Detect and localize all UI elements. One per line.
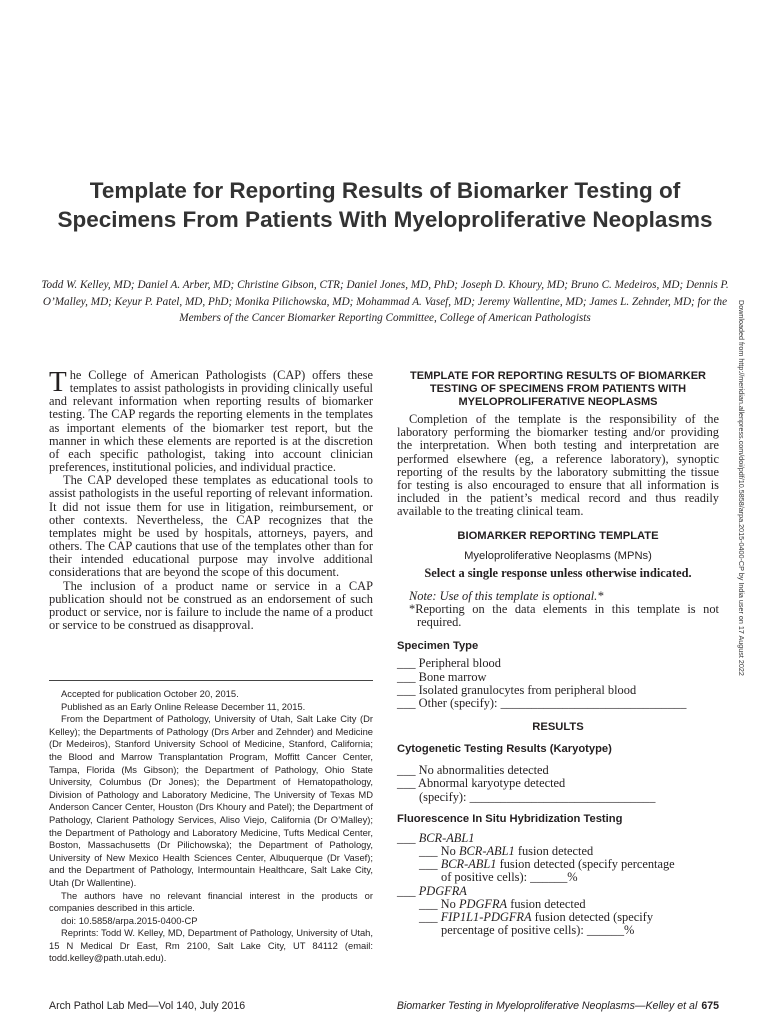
page-number: 675 [701, 1000, 719, 1012]
drop-cap: T [49, 366, 67, 398]
running-title: Biomarker Testing in Myeloproliferative Neoplasms—Kelley et al [396, 1000, 698, 1012]
footnote-divider [49, 680, 373, 681]
bcr-abl1-negative: ___ No BCR-ABL1 fusion detected [419, 844, 594, 859]
footnote-published: Published as an Early Online Release December 11, 2015. [61, 700, 306, 712]
intro-paragraph-2: The CAP developed these templates as educational tools to assist pathologists in the useful reporting of relevant information. It did not issue them for use in litigation, reimbursement, or other contexts. Nevertheless, the CAP recognizes that the templates might be used by hospitals, attorneys, payers, and others. The CAP cautions that use of the templates other than for their intended educational purpose may involve additional considerations that are beyond the scope of this document. [49, 473, 373, 580]
footnote-disclosure: The authors have no relevant financial interest in the products or companies described in this article. [49, 889, 373, 914]
specimen-type-heading: Specimen Type [397, 640, 479, 653]
select-instruction: Select a single response unless otherwise indicated. [424, 565, 692, 580]
cyto-specify-line: (specify): ______________________________ [419, 789, 656, 804]
pdgfra-negative: ___ No PDGFRA fusion detected [419, 896, 586, 911]
mpn-subheading: Myeloproliferative Neoplasms (MPNs) [464, 549, 652, 562]
article-title: Template for Reporting Results of Biomarker Testing of Specimens From Patients With Myeloproliferative Neoplasms [57, 178, 713, 232]
footnote-affiliations: From the Department of Pathology, University of Utah, Salt Lake City (Dr Kelley); the Departments of Pathology (Drs Arber and Zehnder) and Medicine (Dr Medeiros), Stanford University School of Medicine, Stanford, California; the Blood and Marrow Transplantation Program, Moffitt Cancer Center, Tampa, Florida (Ms Gibson); the Department of Pathology, Ohio State University, Columbus (Dr Jones); the Department of Hematopathology, Division of Pathology and Laboratory Medicine, The University of Texas MD Anderson Cancer Center, Houston (Drs Khoury and Patel); the Department of Pathology, Clarient Pathology Services, Aliso Viejo, California (Dr O’Malley); the Department of Pathology and Laboratory Medicine, Tufts Medical Center, Boston, Massachusetts (Dr Pilichowska); the Department of Pathology, University of New Mexico Health Sciences Center, Albuquerque (Dr Vasef); and the Department of Pathology, Intermountain Healthcare, Salt Lake City, Utah (Dr Wallentine). [49, 713, 373, 888]
running-footer [397, 1000, 719, 1012]
author-list: Todd W. Kelley, MD; Daniel A. Arber, MD; Christine Gibson, CTR; Daniel Jones, MD, PhD; Joseph D. Khoury, MD; Bruno C. Medeiros, MD; Dennis P. O’Malley, MD; Keyur P. Patel, MD, PhD; Monika Pilichowska, MD; Mohammad A. Vasef, MD; Jeremy Wallentine, MD; James L. Zehnder, MD; for the Members of the Cancer Biomarker Reporting Committee, College of American Pathologists [41, 279, 729, 324]
pdgfra-gene: PDGFRA [418, 883, 467, 898]
intro-paragraph-1 [49, 366, 373, 475]
fish-heading: Fluorescence In Situ Hybridization Testing [397, 812, 623, 825]
bcr-abl1-item: ___ BCR-ABL1 [397, 830, 475, 845]
optional-note: Note: Use of this template is optional.* [409, 588, 604, 603]
pdgfra-percentage: percentage of positive cells): ______% [441, 923, 635, 938]
template-section-heading: TEMPLATE FOR REPORTING RESULTS OF BIOMARKER TESTING OF SPECIMENS FROM PATIENTS WITH MYELOPROLIFERATIVE NEOPLASMS [410, 370, 706, 408]
specimen-option-peripheral-blood: ___ Peripheral blood [397, 656, 501, 671]
reporting-note: *Reporting on the data elements in this template is not required. [409, 602, 719, 630]
template-column [397, 370, 719, 937]
footnote-doi: doi: 10.5858/arpa.2015-0400-CP [61, 914, 198, 926]
pdgfra-item: ___ PDGFRA [397, 883, 467, 898]
cyto-option-normal: ___ No abnormalities detected [397, 763, 549, 778]
specimen-option-granulocytes: ___ Isolated granulocytes from peripheral blood [397, 682, 637, 697]
results-heading: RESULTS [532, 721, 584, 734]
specimen-option-bone-marrow: ___ Bone marrow [397, 669, 487, 684]
cytogenetic-heading: Cytogenetic Testing Results (Karyotype) [397, 743, 612, 756]
intro-column [49, 366, 373, 632]
specimen-option-other: ___ Other (specify): ______________________________ [397, 696, 687, 711]
reporting-template-heading: BIOMARKER REPORTING TEMPLATE [457, 529, 659, 542]
bcr-abl1-gene: BCR-ABL1 [418, 830, 475, 845]
journal-citation: Arch Pathol Lab Med—Vol 140, July 2016 [49, 1000, 246, 1012]
footnotes [49, 688, 373, 965]
footnote-accepted: Accepted for publication October 20, 2015. [61, 688, 239, 699]
bcr-abl1-positive: ___ BCR-ABL1 fusion detected (specify percentage [419, 857, 675, 872]
intro-paragraph-1-text: he College of American Pathologists (CAP) offers these templates to assist pathologists in providing clinically useful and relevant information when reporting results of biomarker testing. The CAP regards the reporting elements in the templates as important elements of the biomarker test report, but the manner in which these elements are reported is at the discretion of each specific pathologist, taking into account clinician preferences, institutional policies, and individual practice. [49, 368, 373, 475]
pdgfra-positive: ___ FIP1L1-PDGFRA fusion detected (specify [419, 910, 654, 925]
bcr-abl1-percentage: of positive cells): ______% [441, 870, 578, 885]
intro-paragraph-3: The inclusion of a product name or service in a CAP publication should not be construed as an endorsement of such product or service, nor is failure to include the name of a product or service to be construed as disapproval. [49, 578, 373, 632]
template-intro: Completion of the template is the responsibility of the laboratory performing the biomarker testing and/or providing the interpretation. When both testing and interpretation are performed elsewhere (eg, a reference laboratory), synoptic reporting of the results by the laboratory submitting the tissue for testing is also encouraged to ensure that all information is included in the patient’s medical record and thus readily available to the treating clinical team. [397, 412, 719, 519]
cyto-option-abnormal: ___ Abnormal karyotype detected [397, 776, 566, 791]
footnote-reprints: Reprints: Todd W. Kelley, MD, Department of Pathology, University of Utah, 15 N Medical Dr East, Rm 2100, Salt Lake City, UT 84112 (email: todd.kelley@path.utah.edu). [49, 927, 373, 964]
download-notice: Downloaded from http://meridian.allenpress.com/doi/pdf/10.5858/arpa.2015-0400-CP by India user on 17 August 2022 [737, 300, 746, 676]
